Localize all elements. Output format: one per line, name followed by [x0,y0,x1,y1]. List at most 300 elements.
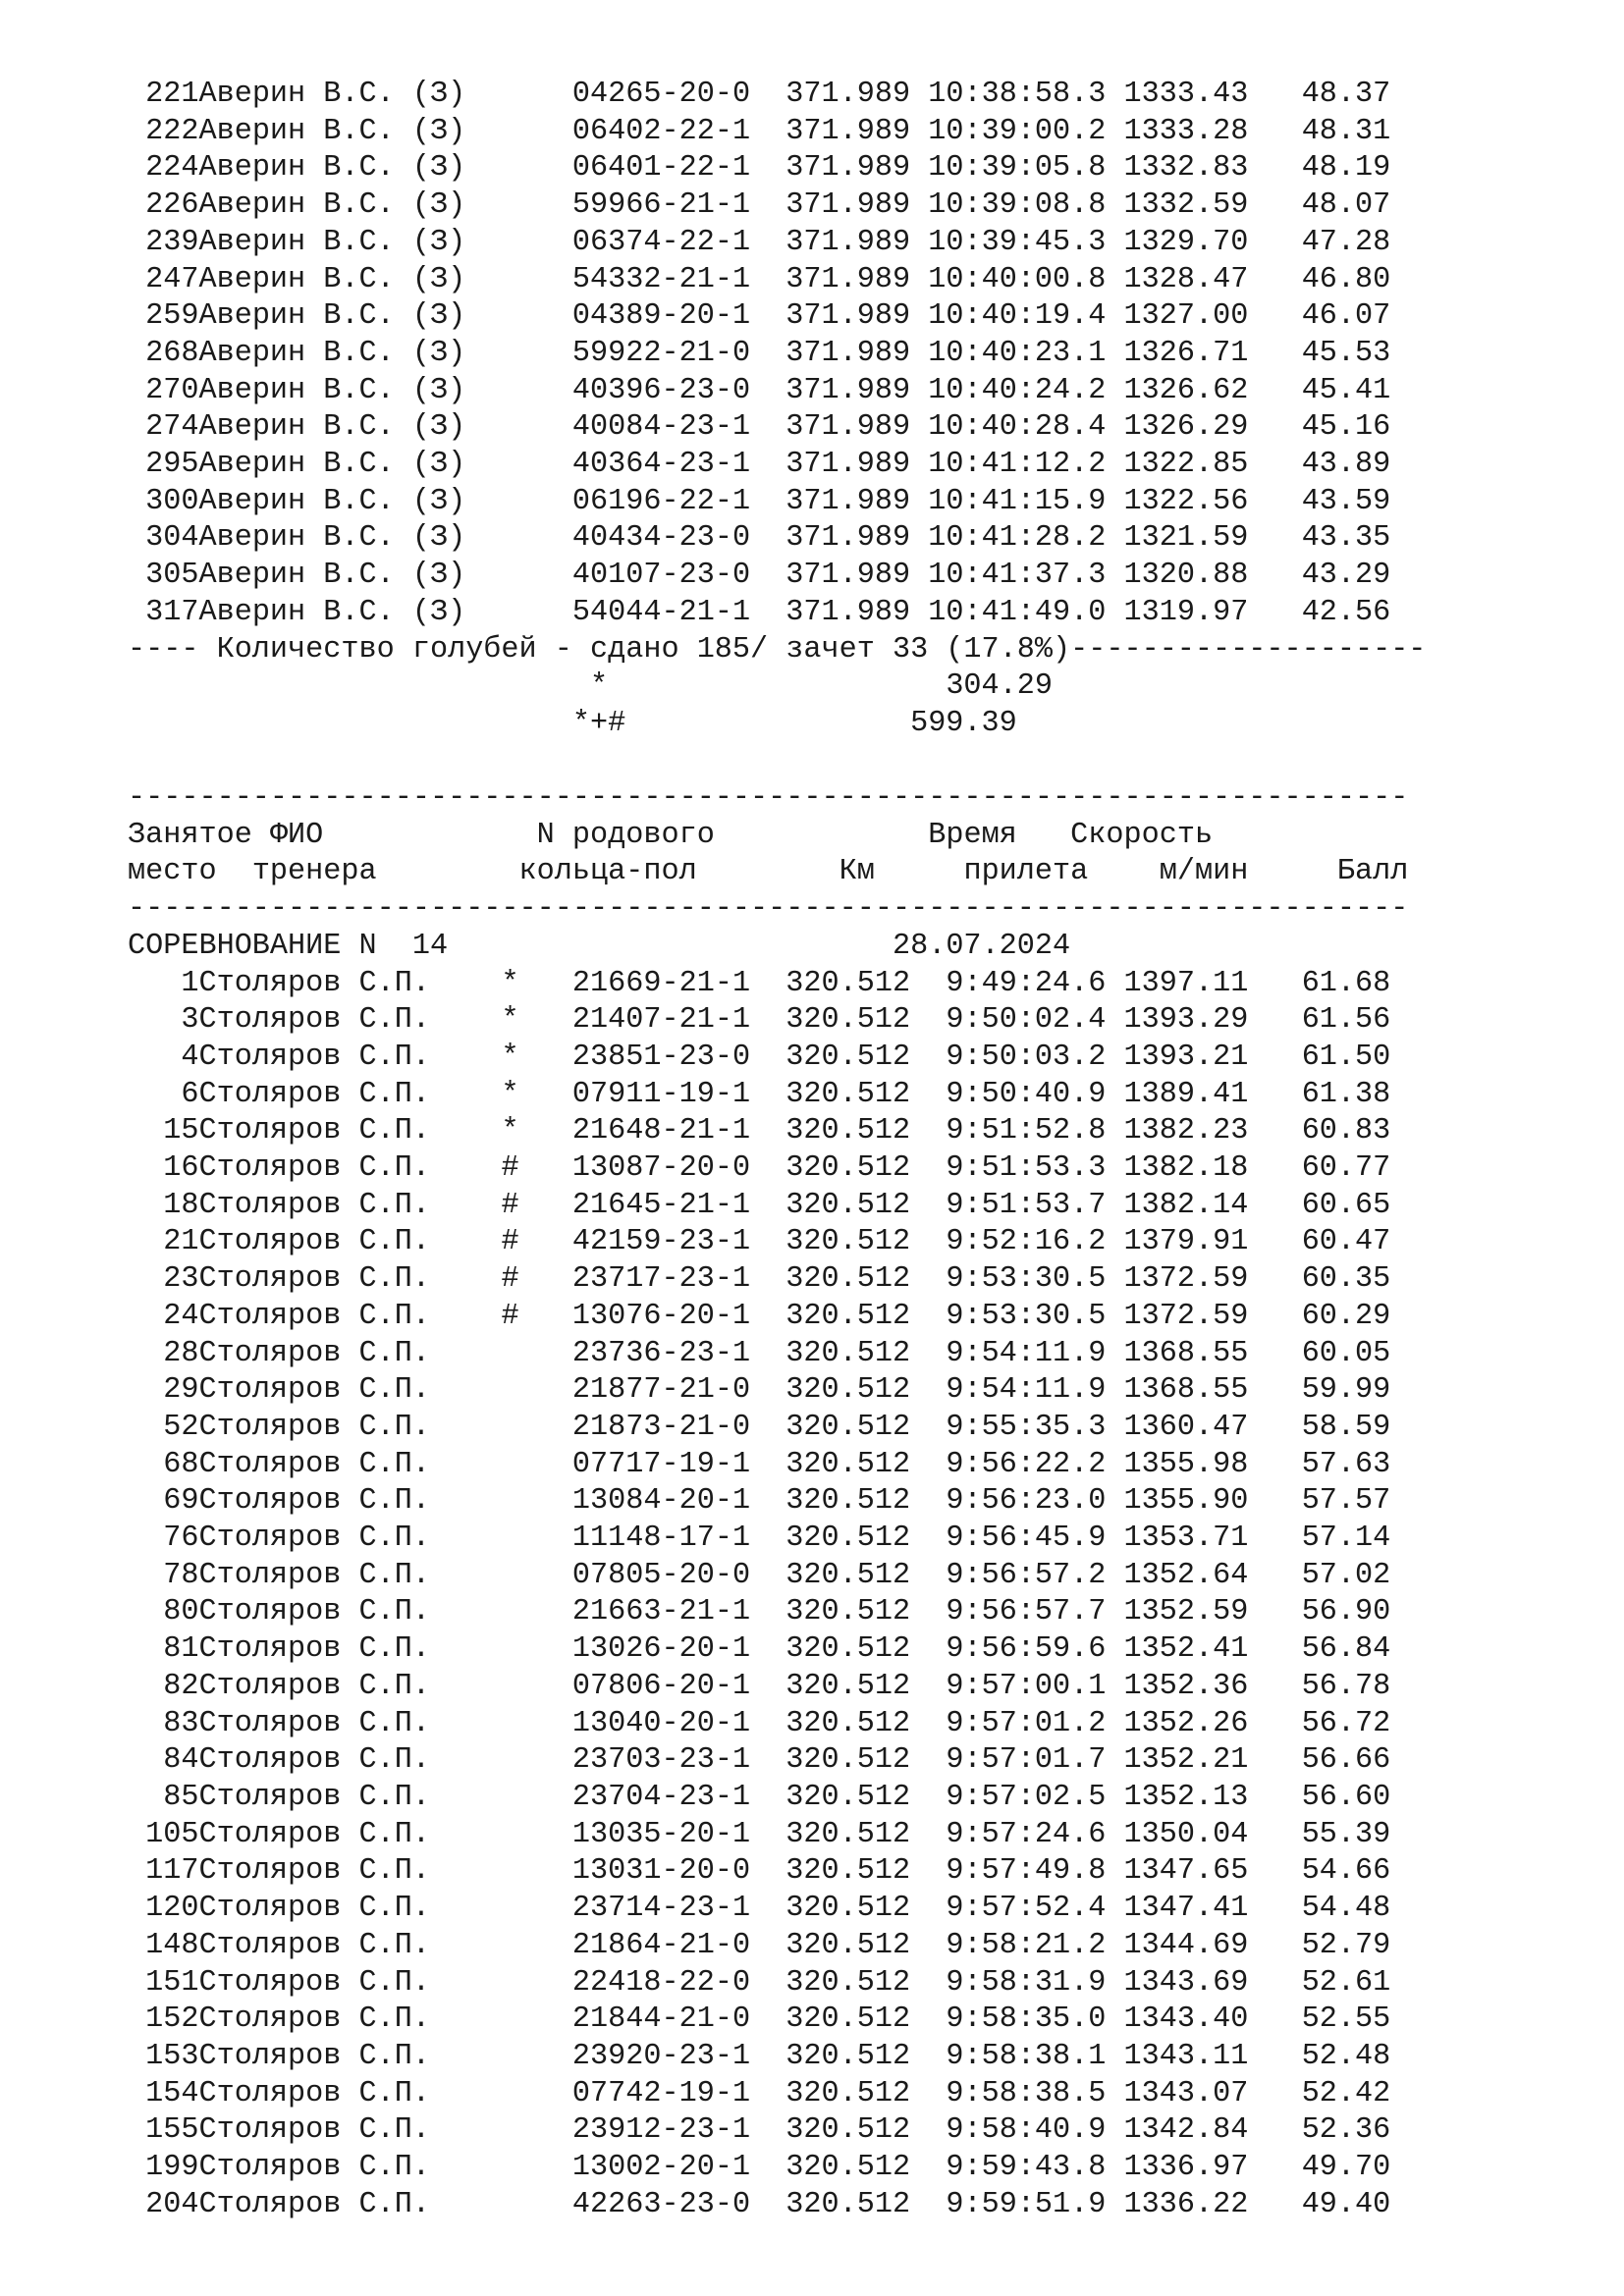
place-cell: 82 [128,1669,199,1703]
ring-cell: 23717-23-1 [571,1262,769,1297]
time-cell: 10:40:00.8 [910,262,1107,296]
results-row [128,225,1426,262]
results-row [128,1002,1408,1040]
mark-cell [501,1854,571,1888]
score-cell: 43.29 [1248,559,1391,593]
score-cell: 43.89 [1248,448,1391,482]
mark-cell [501,2002,571,2036]
results-row [128,520,1426,558]
results-row [128,373,1426,410]
trainer-cell: Столяров С.П. [198,2002,502,2037]
score-cell: 60.05 [1248,1336,1391,1370]
results-row [128,1558,1408,1595]
time-cell: 10:40:24.2 [910,373,1107,407]
km-cell: 371.989 [768,262,911,296]
summary-star-star-label: * [128,669,609,704]
speed-cell: 1393.29 [1106,1003,1249,1038]
ring-cell: 21669-21-1 [571,966,769,1000]
results-row [128,1410,1408,1447]
time-cell: 9:54:11.9 [910,1336,1107,1370]
score-cell: 57.02 [1248,1558,1391,1592]
trainer-cell: Аверин В.С. (З) [198,299,502,334]
results-row [128,1928,1408,1965]
mark-cell [501,1892,571,1925]
results-row [128,558,1426,595]
trainer-cell: Столяров С.П. [198,1669,502,1703]
results-row [128,1113,1408,1150]
mark-cell: * [501,1003,572,1038]
place-cell: 4 [128,1040,199,1074]
ring-cell: 21663-21-1 [571,1595,769,1629]
km-cell: 320.512 [768,1077,911,1111]
ring-cell: 21645-21-1 [571,1188,769,1222]
trainer-cell: Столяров С.П. [198,1780,502,1814]
score-cell: 58.59 [1248,1410,1391,1444]
time-cell: 9:58:38.1 [910,2039,1107,2073]
trainer-cell: Аверин В.С. (З) [198,410,502,445]
score-subheader: Балл [1248,855,1409,889]
km-cell: 371.989 [768,448,911,482]
km-cell: 320.512 [768,1817,911,1851]
trainer-cell: Аверин В.С. (З) [198,373,502,407]
score-cell: 52.55 [1248,2002,1391,2037]
time-cell: 9:58:21.2 [910,1928,1107,1962]
score-cell: 43.59 [1248,484,1391,518]
score-cell: 61.50 [1248,1040,1391,1074]
trainer-cell: Столяров С.П. [198,1040,502,1074]
time-cell: 9:54:11.9 [910,1373,1107,1408]
time-cell: 9:50:03.2 [910,1040,1107,1074]
km-cell: 320.512 [768,1040,911,1074]
time-cell: 10:40:23.1 [910,336,1107,370]
competition-date: 28.07.2024 [892,929,1071,963]
ring-cell: 42263-23-0 [571,2187,769,2221]
mark-cell [501,1411,571,1444]
trainer-subheader: тренера [251,855,519,889]
score-cell: 61.56 [1248,1003,1391,1038]
place-cell: 80 [128,1595,199,1629]
ring-cell: 13031-20-0 [571,1854,769,1889]
km-cell: 371.989 [768,225,911,259]
trainer-cell: Столяров С.П. [198,1965,502,2000]
speed-cell: 1379.91 [1106,1225,1249,1259]
km-cell: 320.512 [768,2113,911,2148]
place-cell: 1 [128,966,199,1000]
score-cell: 60.77 [1248,1151,1391,1186]
trainer-header: ФИО [269,818,537,852]
mark-cell [501,1929,571,1962]
results-row [128,2187,1408,2224]
km-cell: 320.512 [768,2151,911,2185]
results-row [128,1521,1408,1558]
place-cell: 268 [128,336,199,370]
results-row [128,447,1426,484]
mark-cell [501,2188,571,2221]
ring-cell: 40084-23-1 [571,410,769,445]
mark-cell [501,485,571,518]
results-row [128,409,1426,447]
results-row [128,2112,1408,2150]
place-cell: 6 [128,1077,199,1111]
results-row [128,1853,1408,1891]
trainer-cell: Столяров С.П. [198,1743,502,1778]
summary-combo-line [128,706,1426,743]
place-cell: 152 [128,2002,199,2037]
results-row [128,595,1426,632]
score-cell: 48.31 [1248,114,1391,148]
km-cell: 320.512 [768,1780,911,1814]
speed-cell: 1355.90 [1106,1484,1249,1519]
km-cell: 320.512 [768,1928,911,1962]
place-cell: 76 [128,1522,199,1556]
place-cell: 52 [128,1410,199,1444]
score-cell: 60.65 [1248,1188,1391,1222]
mark-cell [501,1448,571,1481]
competition-line [128,929,1408,966]
km-cell: 371.989 [768,410,911,445]
ring-cell: 21864-21-0 [571,1928,769,1962]
summary-combo-combo-label: *+# [128,706,626,740]
trainer-cell: Столяров С.П. [198,2039,502,2073]
mark-cell [501,596,571,629]
place-cell: 222 [128,114,199,148]
trainer-cell: Столяров С.П. [198,1558,502,1592]
time-cell: 10:39:08.8 [910,188,1107,223]
results-row [128,298,1426,336]
time-cell: 10:41:12.2 [910,448,1107,482]
trainer-cell: Столяров С.П. [198,2151,502,2185]
speed-cell: 1343.11 [1106,2039,1249,2073]
place-cell: 84 [128,1743,199,1778]
speed-cell: 1352.13 [1106,1780,1249,1814]
place-cell: 81 [128,1632,199,1667]
mark-cell [501,1559,571,1592]
trainer-cell: Аверин В.С. (З) [198,336,502,370]
score-cell: 52.48 [1248,2039,1391,2073]
place-cell: 155 [128,2113,199,2148]
summary-star-star-value: 304.29 [608,669,1054,704]
km-cell: 371.989 [768,78,911,111]
header-row-2 [128,854,1408,891]
mark-cell [501,559,571,592]
results-row [128,1594,1408,1631]
speed-cell: 1372.59 [1106,1262,1249,1297]
score-cell: 46.80 [1248,262,1391,296]
time-cell: 10:41:15.9 [910,484,1107,518]
speed-cell: 1347.65 [1106,1854,1249,1889]
score-cell: 60.83 [1248,1114,1391,1148]
mark-cell [501,1632,571,1666]
trainer-cell: Аверин В.С. (З) [198,151,502,186]
km-cell: 320.512 [768,1892,911,1926]
score-cell: 56.72 [1248,1706,1391,1740]
time-cell: 9:56:57.2 [910,1558,1107,1592]
time-cell: 9:56:59.6 [910,1632,1107,1667]
score-cell: 49.40 [1248,2187,1391,2221]
place-cell: 21 [128,1225,199,1259]
trainer-cell: Столяров С.П. [198,1336,502,1370]
ring-cell: 23704-23-1 [571,1780,769,1814]
ring-cell: 04265-20-0 [571,78,769,111]
time-cell: 9:53:30.5 [910,1299,1107,1333]
speed-cell: 1322.56 [1106,484,1249,518]
place-cell: 16 [128,1151,199,1186]
trainer-cell: Столяров С.П. [198,1484,502,1519]
time-cell: 9:57:49.8 [910,1854,1107,1889]
speed-cell: 1336.22 [1106,2187,1249,2221]
speed-cell: 1352.36 [1106,1669,1249,1703]
place-cell: 3 [128,1003,199,1038]
score-cell: 49.70 [1248,2151,1391,2185]
trainer-cell: Аверин В.С. (З) [198,448,502,482]
time-cell: 10:40:19.4 [910,299,1107,334]
km-cell: 371.989 [768,521,911,556]
place-subheader: место [128,855,252,889]
km-cell: 371.989 [768,151,911,186]
km-cell: 320.512 [768,1632,911,1667]
score-cell: 56.84 [1248,1632,1391,1667]
time-cell: 9:56:23.0 [910,1484,1107,1519]
trainer-cell: Столяров С.П. [198,1114,502,1148]
trainer-cell: Аверин В.С. (З) [198,262,502,296]
speed-cell: 1355.98 [1106,1447,1249,1481]
speed-subheader: м/мин [1088,855,1249,889]
trainer-cell: Аверин В.С. (З) [198,595,502,629]
mark-cell [501,374,571,407]
km-cell: 371.989 [768,559,911,593]
time-cell: 9:56:57.7 [910,1595,1107,1629]
place-cell: 28 [128,1336,199,1370]
km-cell: 320.512 [768,1558,911,1592]
trainer-cell: Столяров С.П. [198,966,502,1000]
km-cell: 320.512 [768,1114,911,1148]
place-cell: 83 [128,1706,199,1740]
speed-cell: 1352.21 [1106,1743,1249,1778]
score-cell: 45.16 [1248,410,1391,445]
speed-cell: 1353.71 [1106,1522,1249,1556]
speed-cell: 1389.41 [1106,1077,1249,1111]
speed-cell: 1320.88 [1106,559,1249,593]
results-row [128,1780,1408,1817]
speed-cell: 1347.41 [1106,1892,1249,1926]
km-cell: 320.512 [768,1410,911,1444]
speed-cell: 1343.40 [1106,2002,1249,2037]
score-cell: 47.28 [1248,225,1391,259]
ring-cell: 06401-22-1 [571,151,769,186]
results-row [128,1742,1408,1780]
score-cell: 48.37 [1248,78,1391,111]
place-cell: 120 [128,1892,199,1926]
speed-cell: 1333.43 [1106,78,1249,111]
km-cell: 320.512 [768,2187,911,2221]
summary-count-line [128,632,1426,669]
trainer-cell: Столяров С.П. [198,1225,502,1259]
trainer-cell: Столяров С.П. [198,1077,502,1111]
ring-cell: 04389-20-1 [571,299,769,334]
results-row [128,966,1408,1003]
km-cell: 320.512 [768,1965,911,2000]
results-row [128,1188,1408,1225]
time-cell: 9:51:53.3 [910,1151,1107,1186]
trainer-cell: Столяров С.П. [198,1632,502,1667]
mark-cell [501,2113,571,2147]
km-cell: 320.512 [768,1299,911,1333]
results-row [128,1631,1408,1669]
ring-cell: 21877-21-0 [571,1373,769,1408]
trainer-cell: Столяров С.П. [198,1706,502,1740]
results-row [128,1077,1408,1114]
time-cell: 9:50:02.4 [910,1003,1107,1038]
time-cell: 10:39:00.2 [910,114,1107,148]
ring-cell: 40434-23-0 [571,521,769,556]
results-row [128,1040,1408,1077]
place-cell: 68 [128,1447,199,1481]
mark-cell [501,1670,571,1703]
ring-subheader: кольца-пол [518,855,715,889]
ring-cell: 40396-23-0 [571,373,769,407]
km-cell: 320.512 [768,1447,911,1481]
results-row [128,2039,1408,2076]
speed-cell: 1329.70 [1106,225,1249,259]
place-cell: 85 [128,1780,199,1814]
mark-cell: # [501,1262,572,1297]
place-cell: 24 [128,1299,199,1333]
speed-cell: 1326.62 [1106,373,1249,407]
time-cell: 9:58:35.0 [910,2002,1107,2037]
time-cell: 10:41:49.0 [910,595,1107,629]
trainer-cell: Столяров С.П. [198,1854,502,1889]
place-cell: 151 [128,1965,199,2000]
mark-cell [501,410,571,444]
trainer-cell: Аверин В.С. (З) [198,484,502,518]
km-subheader: Км [714,855,875,889]
place-cell: 274 [128,410,199,445]
speed-cell: 1352.59 [1106,1595,1249,1629]
ring-cell: 11148-17-1 [571,1522,769,1556]
speed-cell: 1319.97 [1106,595,1249,629]
km-cell: 320.512 [768,1225,911,1259]
trainer-cell: Столяров С.П. [198,1003,502,1038]
results-row [128,1669,1408,1706]
header-row-1 [128,818,1408,855]
score-cell: 45.53 [1248,336,1391,370]
ring-cell: 21873-21-0 [571,1410,769,1444]
place-cell: 69 [128,1484,199,1519]
score-cell: 60.47 [1248,1225,1391,1259]
trainer-cell: Столяров С.П. [198,1262,502,1297]
trainer-cell: Столяров С.П. [198,1299,502,1333]
results-row [128,77,1426,114]
ring-cell: 07911-19-1 [571,1077,769,1111]
ring-cell: 13026-20-1 [571,1632,769,1667]
time-cell: 9:51:53.7 [910,1188,1107,1222]
speed-cell: 1326.29 [1106,410,1249,445]
place-cell: 295 [128,448,199,482]
km-cell: 320.512 [768,1151,911,1186]
time-cell: 10:40:28.4 [910,410,1107,445]
speed-cell: 1382.18 [1106,1151,1249,1186]
time-cell: 10:39:05.8 [910,151,1107,186]
place-cell: 317 [128,595,199,629]
mark-cell [501,78,571,111]
trainer-cell: Столяров С.П. [198,1188,502,1222]
ring-cell: 54332-21-1 [571,262,769,296]
time-cell: 9:57:02.5 [910,1780,1107,1814]
ring-cell: 06402-22-1 [571,114,769,148]
speed-cell: 1352.26 [1106,1706,1249,1740]
score-cell: 57.14 [1248,1522,1391,1556]
time-cell: 9:58:31.9 [910,1965,1107,2000]
speed-cell: 1326.71 [1106,336,1249,370]
ring-cell: 21648-21-1 [571,1114,769,1148]
summary-star-line [128,668,1426,706]
place-cell: 78 [128,1558,199,1592]
km-cell: 320.512 [768,1522,911,1556]
header-rule-top: ------------------------------------------------------------------------ [128,781,1409,815]
trainer-cell: Столяров С.П. [198,1817,502,1851]
place-cell: 204 [128,2187,199,2221]
place-cell: 226 [128,188,199,223]
time-cell: 9:56:22.2 [910,1447,1107,1481]
ring-cell: 23912-23-1 [571,2113,769,2148]
time-header: Время [731,818,1017,852]
km-cell: 320.512 [768,1484,911,1519]
results-row [128,1447,1408,1484]
place-header: Занятое [128,818,270,852]
results-row [128,2076,1408,2113]
mark-cell [501,521,571,555]
place-cell: 304 [128,521,199,556]
ring-cell: 13002-20-1 [571,2151,769,2185]
speed-header: Скорость [1016,818,1214,852]
mark-cell [501,2040,571,2073]
score-cell: 48.07 [1248,188,1391,223]
score-cell: 61.38 [1248,1077,1391,1111]
ring-cell: 13040-20-1 [571,1706,769,1740]
trainer-cell: Аверин В.С. (З) [198,225,502,259]
speed-cell: 1344.69 [1106,1928,1249,1962]
score-cell: 56.90 [1248,1595,1391,1629]
time-cell: 9:51:52.8 [910,1114,1107,1148]
previous-results-block [128,77,1426,743]
mark-cell: * [501,1114,572,1148]
speed-cell: 1368.55 [1106,1373,1249,1408]
place-cell: 270 [128,373,199,407]
score-cell: 60.35 [1248,1262,1391,1297]
competition-title: СОРЕВНОВАНИЕ N 14 [128,929,893,963]
place-cell: 305 [128,559,199,593]
ring-cell: 59966-21-1 [571,188,769,223]
mark-cell: # [501,1151,572,1186]
score-cell: 59.99 [1248,1373,1391,1408]
ring-cell: 59922-21-0 [571,336,769,370]
km-cell: 371.989 [768,299,911,334]
ring-cell: 23703-23-1 [571,1743,769,1778]
time-cell: 9:58:40.9 [910,2113,1107,2148]
time-cell: 10:38:58.3 [910,78,1107,111]
km-cell: 320.512 [768,1003,911,1038]
score-cell: 45.41 [1248,373,1391,407]
speed-cell: 1368.55 [1106,1336,1249,1370]
ring-cell: 40364-23-1 [571,448,769,482]
score-cell: 52.61 [1248,1965,1391,2000]
ring-cell: 13035-20-1 [571,1817,769,1851]
km-cell: 371.989 [768,114,911,148]
trainer-cell: Столяров С.П. [198,1595,502,1629]
speed-cell: 1327.00 [1106,299,1249,334]
ring-cell: 06374-22-1 [571,225,769,259]
header-rule-bottom: ------------------------------------------------------------------------ [128,892,1409,927]
